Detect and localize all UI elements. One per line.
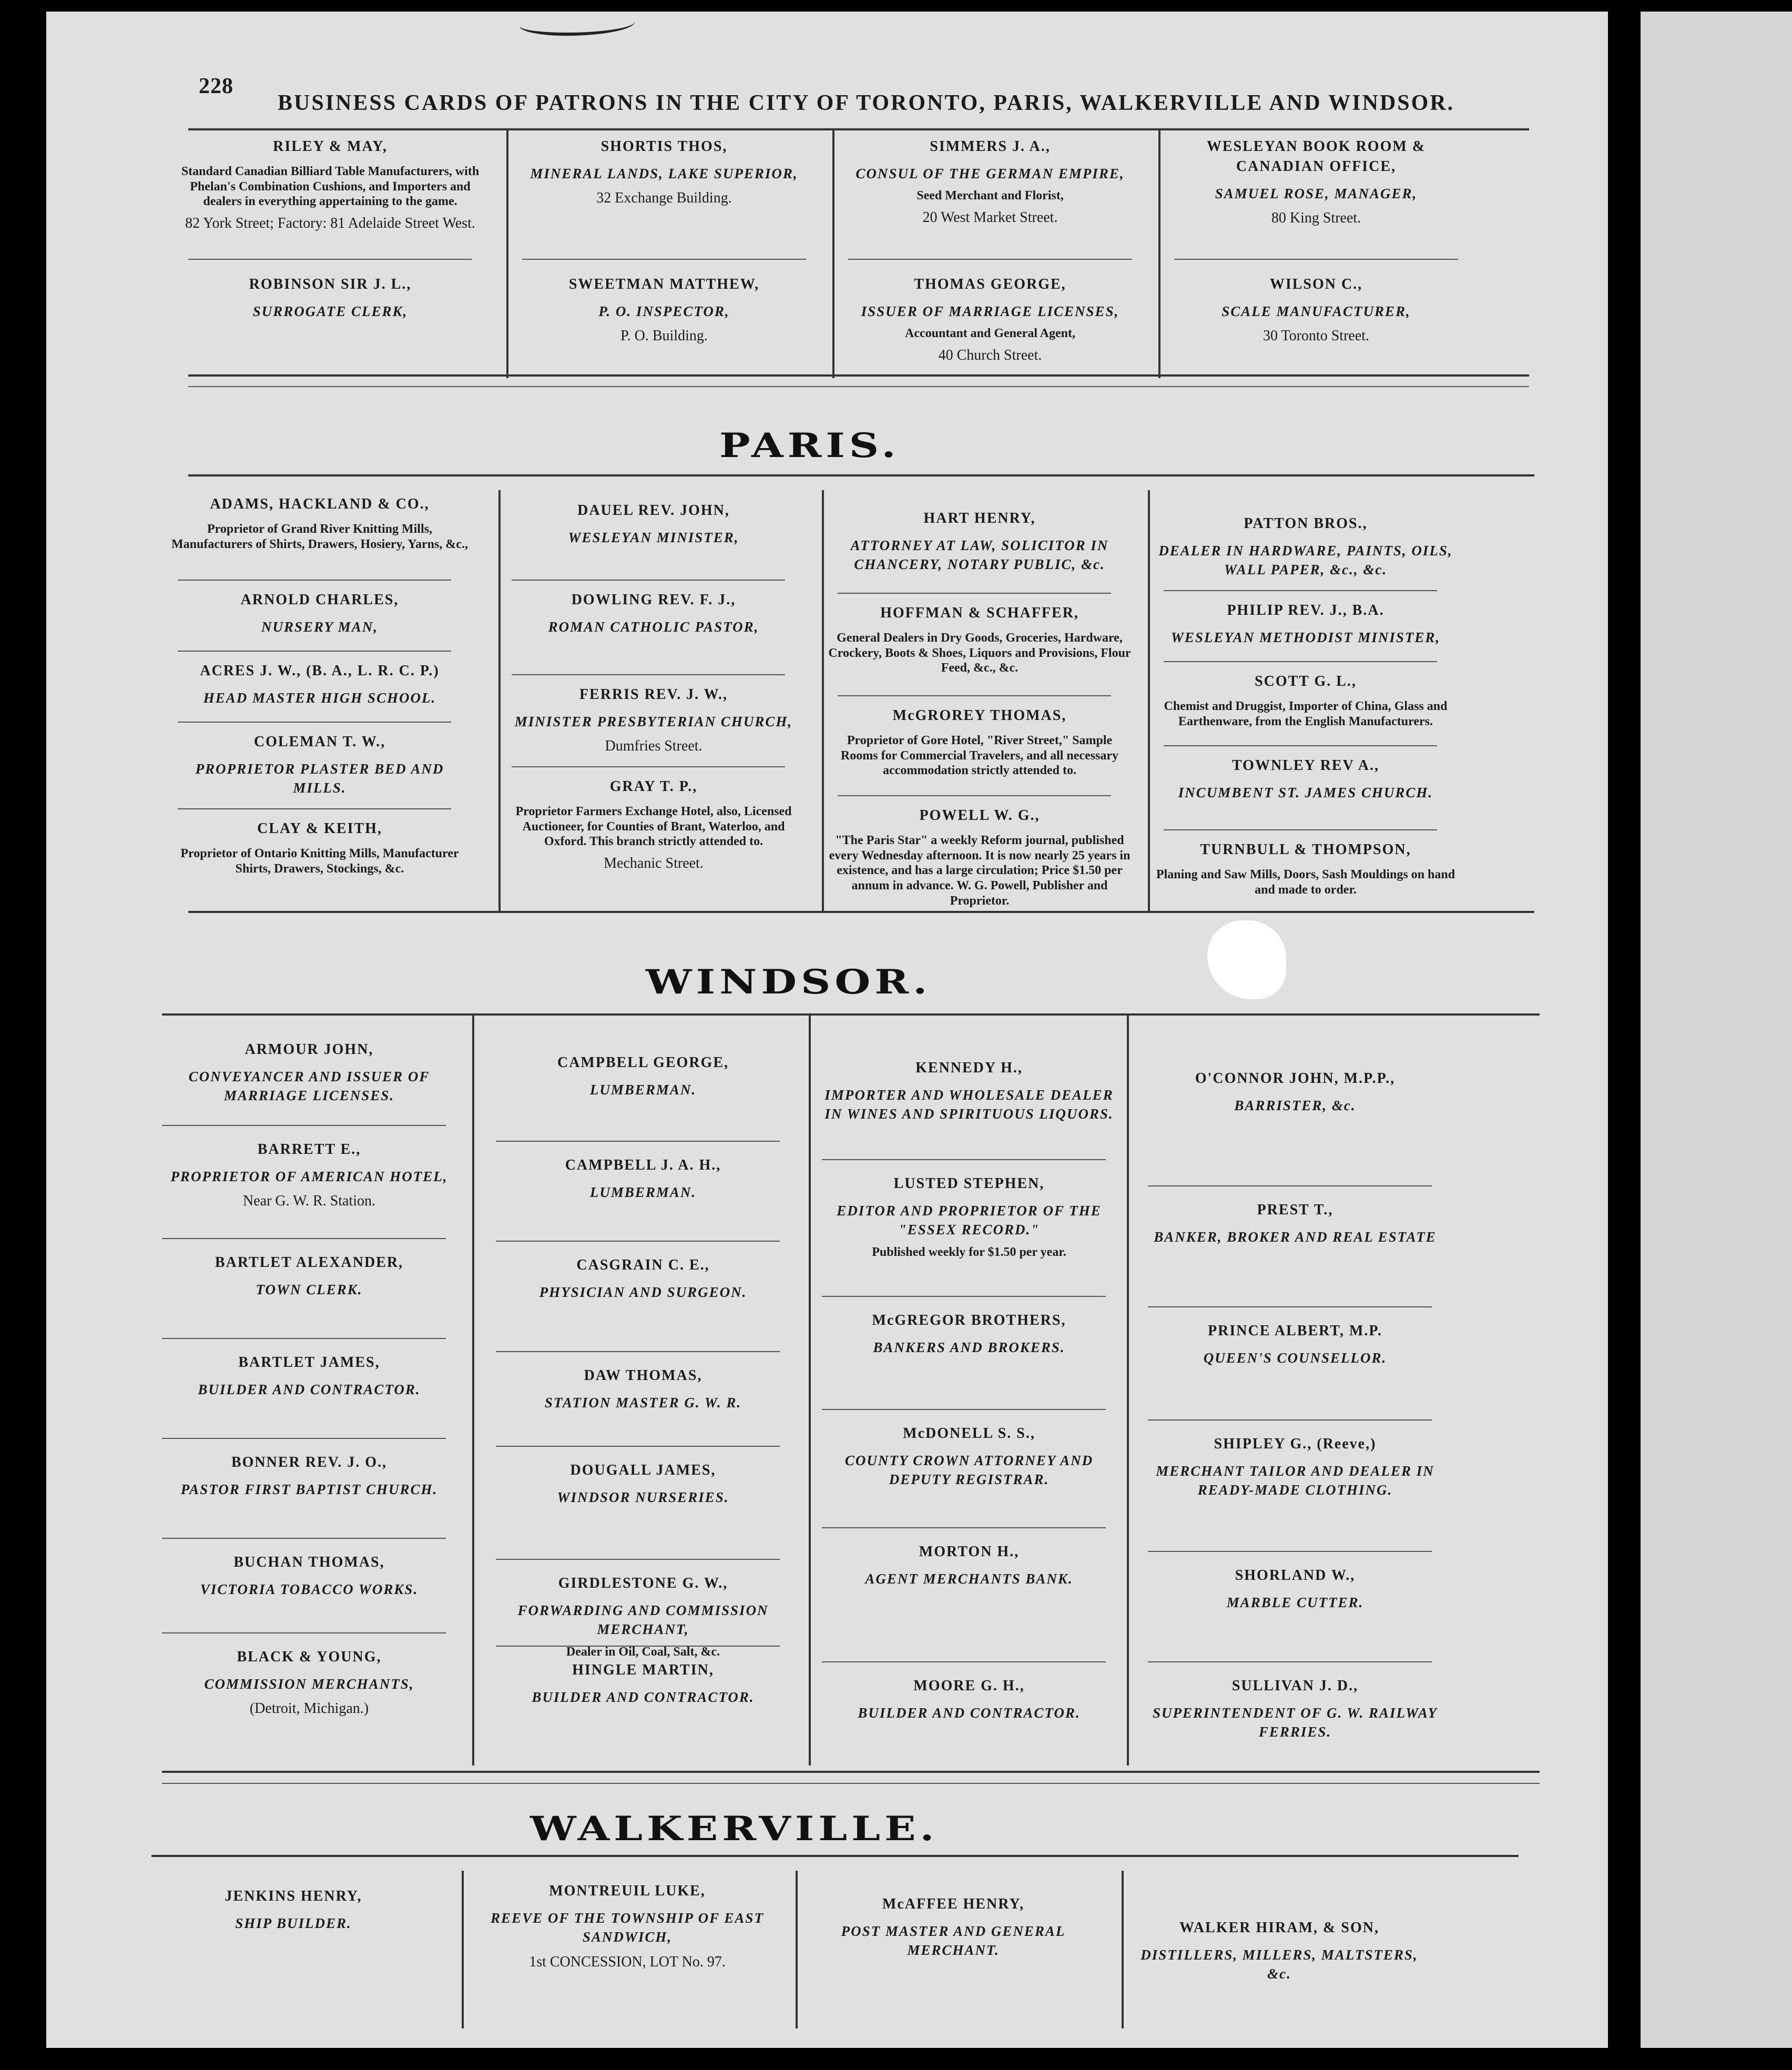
rule-line: [496, 1646, 780, 1647]
card-name: BARRETT E.,: [257, 1141, 361, 1158]
card-desc: Published weekly for $1.50 per year.: [872, 1245, 1066, 1259]
card-name: HART HENRY,: [923, 510, 1036, 526]
business-card: [817, 1058, 1122, 1129]
rule-line: [1164, 829, 1437, 830]
card-name: ARMOUR JOHN,: [245, 1041, 374, 1058]
rule-line: [1174, 259, 1458, 260]
rule-line: [162, 1013, 1540, 1016]
business-card: [1143, 1434, 1448, 1505]
card-title: STATION MASTER G. W. R.: [544, 1394, 742, 1411]
card-title: PASTOR FIRST BAPTIST CHURCH.: [180, 1481, 438, 1497]
card-desc: Proprietor of Gore Hotel, "River Street," Sample Rooms for Commercial Travelers, and all necessary accommodation strictly attended to.: [840, 733, 1119, 778]
card-desc: Seed Merchant and Florist,: [917, 189, 1064, 203]
business-card: [827, 603, 1132, 680]
paris-heading: PARIS.: [719, 426, 900, 465]
card-name: DAUEL REV. JOHN,: [577, 502, 730, 519]
business-card: [1153, 756, 1458, 807]
card-name: McDONELL S. S.,: [903, 1425, 1035, 1442]
card-title: POST MASTER AND GENERAL MERCHANT.: [841, 1923, 1066, 1959]
business-card: [1143, 1566, 1448, 1617]
card-name: BARTLET JAMES,: [238, 1354, 380, 1371]
rule-line: [188, 259, 472, 260]
card-name: POWELL W. G.,: [919, 807, 1040, 824]
card-title: REEVE OF THE TOWNSHIP OF EAST SANDWICH,: [491, 1910, 764, 1945]
card-name: PREST T.,: [1257, 1202, 1333, 1218]
card-name: THOMAS GEORGE,: [914, 276, 1066, 292]
business-card: [827, 509, 1132, 580]
card-title: SCALE MANUFACTURER,: [1221, 303, 1411, 319]
card-title: SAMUEL ROSE, MANAGER,: [1215, 185, 1418, 201]
card-desc: Proprietor of Ontario Knitting Mills, Manufacturer Shirts, Drawers, Stockings, &c.: [180, 846, 459, 876]
card-name: DOWLING REV. F. J.,: [571, 592, 736, 608]
card-title: WESLEYAN METHODIST MINISTER,: [1170, 629, 1441, 645]
card-name: TURNBULL & THOMPSON,: [1200, 841, 1411, 858]
rule-line: [838, 695, 1111, 696]
rule-line: [188, 128, 1529, 130]
card-addr: 30 Toronto Street.: [1262, 328, 1370, 344]
windsor-heading: WINDSOR.: [646, 962, 932, 1002]
business-card: [801, 1894, 1106, 1965]
business-card: [491, 1366, 796, 1417]
rule-line: [512, 674, 785, 675]
card-title: ATTORNEY AT LAW, SOLICITOR IN CHANCERY, NOTARY PUBLIC, &c.: [850, 537, 1109, 573]
column-divider: [796, 1871, 798, 2028]
rule-line: [162, 1438, 446, 1439]
card-title: PHYSICIAN AND SURGEON.: [539, 1284, 747, 1300]
card-name: CAMPBELL J. A. H.,: [565, 1157, 721, 1173]
business-card: [491, 1574, 796, 1663]
card-name: HOFFMAN & SCHAFFER,: [880, 605, 1079, 621]
rule-line: [178, 580, 451, 581]
card-title: COMMISSION MERCHANTS,: [204, 1676, 414, 1692]
rule-line: [822, 1159, 1106, 1160]
business-card: [817, 1676, 1122, 1728]
rule-line: [1148, 1661, 1432, 1662]
card-title: MINISTER PRESBYTERIAN CHURCH,: [514, 713, 793, 729]
column-divider: [822, 490, 824, 911]
card-addr: 1st CONCESSION, LOT No. 97.: [529, 1953, 726, 1970]
business-card: [838, 137, 1143, 228]
business-card: [167, 590, 472, 642]
card-name: O'CONNOR JOHN, M.P.P.,: [1195, 1070, 1396, 1087]
rule-line: [848, 259, 1132, 260]
card-addr: 82 York Street; Factory: 81 Adelaide Street West.: [185, 215, 475, 232]
card-title: FORWARDING AND COMMISSION MERCHANT,: [517, 1602, 769, 1638]
card-desc: Proprietor of Grand River Knitting Mills, Manufacturers of Shirts, Drawers, Hosiery, Yarns, &c.,: [171, 522, 468, 551]
card-addr: Mechanic Street.: [604, 855, 704, 872]
card-name: BONNER REV. J. O.,: [231, 1454, 388, 1470]
business-card: [491, 1155, 796, 1207]
card-title: INCUMBENT ST. JAMES CHURCH.: [1178, 784, 1433, 800]
card-addr: (Detroit, Michigan.): [249, 1700, 369, 1717]
rule-line: [178, 722, 451, 723]
column-divider: [832, 128, 834, 378]
card-name: PHILIP REV. J., B.A.: [1227, 602, 1384, 618]
business-card: [1127, 1918, 1432, 1989]
card-title: MERCHANT TAILOR AND DEALER IN READY-MADE CLOTHING.: [1156, 1463, 1434, 1498]
rule-line: [188, 386, 1529, 387]
business-card: [157, 1552, 462, 1604]
business-card: [167, 732, 472, 803]
card-title: BANKER, BROKER AND REAL ESTATE: [1154, 1229, 1437, 1245]
card-name: ADAMS, HACKLAND & CO.,: [210, 496, 430, 512]
card-title: BUILDER AND CONTRACTOR.: [532, 1689, 755, 1705]
card-name: McGREGOR BROTHERS,: [872, 1312, 1066, 1328]
column-divider: [506, 128, 508, 378]
business-card: [157, 1353, 462, 1404]
card-name: BARTLET ALEXANDER,: [215, 1254, 404, 1271]
card-title: LUMBERMAN.: [589, 1081, 697, 1098]
card-name: MOORE G. H.,: [913, 1678, 1025, 1694]
scanned-page: [46, 12, 1608, 2048]
business-card: [827, 806, 1132, 913]
rule-line: [1164, 745, 1437, 746]
card-desc: Dealer in Oil, Coal, Salt, &c.: [566, 1645, 720, 1659]
card-addr: 40 Church Street.: [938, 347, 1042, 364]
business-card: [1153, 601, 1458, 652]
column-divider: [1158, 128, 1160, 378]
business-card: [1143, 1200, 1448, 1252]
card-title: DEALER IN HARDWARE, PAINTS, OILS, WALL PAPER, &c., &c.: [1158, 542, 1453, 578]
business-card: [1153, 514, 1458, 585]
business-card: [501, 777, 806, 874]
card-name: BUCHAN THOMAS,: [233, 1554, 385, 1570]
card-name: MORTON H.,: [919, 1544, 1020, 1560]
business-card: [167, 494, 472, 556]
card-name: PRINCE ALBERT, M.P.: [1208, 1323, 1382, 1339]
rule-line: [496, 1241, 780, 1242]
card-title: COUNTY CROWN ATTORNEY AND DEPUTY REGISTRAR.: [844, 1452, 1094, 1488]
column-divider: [472, 1013, 474, 1765]
business-card: [827, 706, 1132, 783]
card-name: GRAY T. P.,: [609, 778, 698, 795]
business-card: [1143, 1676, 1448, 1747]
card-name: JENKINS HENRY,: [225, 1888, 362, 1904]
card-title: TOWN CLERK.: [256, 1281, 363, 1297]
rule-line: [512, 766, 785, 767]
card-name: ACRES J. W., (B. A., L. R. C. P.): [200, 663, 440, 679]
rule-line: [496, 1141, 780, 1142]
business-card: [157, 1453, 462, 1504]
business-card: [491, 1255, 796, 1307]
rule-line: [1164, 661, 1437, 662]
rule-line: [162, 1783, 1540, 1784]
card-desc: Planing and Saw Mills, Doors, Sash Mouldings on hand and made to order.: [1156, 867, 1455, 897]
card-title: SUPERINTENDENT OF G. W. RAILWAY FERRIES.: [1152, 1704, 1438, 1740]
rule-line: [162, 1125, 446, 1126]
card-name: SWEETMAN MATTHEW,: [568, 276, 760, 292]
card-name: SHIPLEY G., (Reeve,): [1214, 1436, 1377, 1452]
rule-line: [162, 1338, 446, 1339]
business-card: [157, 1140, 462, 1211]
business-card: [167, 819, 472, 880]
rule-line: [1148, 1551, 1432, 1552]
card-addr: Near G. W. R. Station.: [243, 1193, 375, 1210]
card-title: CONSUL OF THE GERMAN EMPIRE,: [856, 165, 1125, 181]
card-title: AGENT MERCHANTS BANK.: [865, 1570, 1073, 1587]
card-name: SHORTIS THOS,: [600, 138, 728, 155]
rule-line: [188, 374, 1529, 377]
rule-line: [522, 259, 806, 260]
card-name: FERRIS REV. J. W.,: [579, 686, 728, 703]
card-name: MONTREUIL LUKE,: [549, 1883, 706, 1899]
business-card: [167, 661, 472, 713]
rule-line: [188, 474, 1534, 476]
card-title: EDITOR AND PROPRIETOR OF THE "ESSEX RECORD.": [837, 1202, 1102, 1238]
card-addr: 20 West Market Street.: [922, 209, 1058, 226]
card-title: PROPRIETOR PLASTER BED AND MILLS.: [195, 760, 444, 796]
rule-line: [1164, 590, 1437, 591]
rule-line: [822, 1527, 1106, 1528]
card-name: DOUGALL JAMES,: [570, 1462, 716, 1478]
business-card: [1143, 1321, 1448, 1373]
card-title: DISTILLERS, MILLERS, MALTSTERS, &c.: [1141, 1946, 1418, 1982]
column-divider: [498, 490, 501, 911]
card-name: CAMPBELL GEORGE,: [557, 1054, 729, 1071]
ink-mark: [520, 12, 635, 36]
rule-line: [838, 593, 1111, 594]
business-card: [838, 275, 1143, 366]
business-card: [491, 1660, 796, 1712]
rule-line: [162, 1632, 446, 1633]
card-name: CLAY & KEITH,: [257, 820, 382, 837]
card-name: TOWNLEY REV A.,: [1232, 757, 1379, 774]
card-title: P. O. INSPECTOR,: [598, 303, 730, 319]
business-card: [157, 1040, 462, 1111]
card-name: COLEMAN T. W.,: [253, 734, 386, 750]
card-title: BARRISTER, &c.: [1234, 1097, 1356, 1113]
column-divider: [462, 1871, 464, 2028]
card-name: BLACK & YOUNG,: [237, 1649, 382, 1665]
business-card: [491, 1053, 796, 1104]
rule-line: [1148, 1185, 1432, 1186]
card-name: McGROREY THOMAS,: [892, 707, 1067, 724]
card-title: SHIP BUILDER.: [235, 1915, 352, 1931]
rule-line: [496, 1559, 780, 1560]
card-name: GIRDLESTONE G. W.,: [558, 1575, 728, 1591]
card-name: SHORLAND W.,: [1235, 1567, 1356, 1584]
business-card: [157, 1647, 462, 1719]
card-name: WILSON C.,: [1269, 276, 1363, 292]
card-title: BUILDER AND CONTRACTOR.: [858, 1704, 1081, 1721]
card-desc: Chemist and Druggist, Importer of China, Glass and Earthenware, from the English Manufacturers.: [1164, 699, 1448, 728]
business-card: [512, 275, 817, 346]
card-name: LUSTED STEPHEN,: [893, 1175, 1045, 1192]
business-card: [817, 1424, 1122, 1495]
rule-line: [162, 1238, 446, 1239]
business-card: [1164, 275, 1469, 346]
card-title: WINDSOR NURSERIES.: [557, 1489, 729, 1505]
adjacent-page-edge: [1641, 12, 1792, 2048]
card-title: NURSERY MAN,: [261, 618, 379, 635]
card-title: CONVEYANCER AND ISSUER OF MARRIAGE LICENSES.: [188, 1068, 430, 1104]
rule-line: [162, 1538, 446, 1539]
card-desc: General Dealers in Dry Goods, Groceries, Hardware, Crockery, Boots & Shoes, Liquors and Provisions, Flour Feed, &c., &c.: [828, 631, 1131, 675]
card-addr: P. O. Building.: [620, 328, 708, 344]
business-card: [1153, 672, 1458, 733]
business-card: [817, 1174, 1122, 1264]
column-divider: [1127, 1013, 1129, 1765]
card-name: CASGRAIN C. E.,: [576, 1257, 710, 1273]
rule-line: [151, 1855, 1519, 1857]
card-name: WALKER HIRAM, & SON,: [1179, 1920, 1379, 1936]
card-title: BANKERS AND BROKERS.: [873, 1339, 1065, 1355]
business-card: [157, 1253, 462, 1304]
card-name: SIMMERS J. A.,: [930, 138, 1051, 155]
business-card: [141, 1886, 446, 1938]
card-desc: Standard Canadian Billiard Table Manufacturers, with Phelan's Combination Cushions, and Importers and dealers in everything appertaining to the game.: [181, 164, 480, 209]
card-title: PROPRIETOR OF AMERICAN HOTEL,: [170, 1168, 448, 1184]
business-card: [501, 590, 806, 642]
rule-line: [188, 911, 1534, 913]
business-card: [817, 1542, 1122, 1594]
card-name: McAFFEE HENRY,: [882, 1896, 1025, 1912]
card-title: VICTORIA TOBACCO WORKS.: [200, 1581, 419, 1597]
business-card: [501, 685, 806, 756]
card-title: HEAD MASTER HIGH SCHOOL.: [203, 689, 436, 706]
page-number: 228: [199, 74, 233, 98]
business-card: [501, 501, 806, 552]
rule-line: [822, 1409, 1106, 1410]
rule-line: [822, 1296, 1106, 1297]
rule-line: [1148, 1419, 1432, 1420]
rule-line: [1148, 1306, 1432, 1307]
business-card: [1153, 840, 1458, 901]
card-title: SURROGATE CLERK,: [252, 303, 408, 319]
card-name: SCOTT G. L.,: [1255, 673, 1357, 689]
card-title: MARBLE CUTTER.: [1226, 1594, 1364, 1610]
card-title: IMPORTER AND WHOLESALE DEALER IN WINES AND SPIRITUOUS LIQUORS.: [824, 1087, 1114, 1122]
paper-blot: [1207, 920, 1286, 999]
column-divider: [809, 1013, 811, 1765]
card-title: WESLEYAN MINISTER,: [568, 529, 739, 545]
business-card: [475, 1881, 780, 1972]
walkerville-heading: WALKERVILLE.: [530, 1809, 939, 1849]
business-card: [178, 137, 483, 234]
card-desc: Accountant and General Agent,: [905, 327, 1075, 341]
card-name: SULLIVAN J. D.,: [1231, 1678, 1359, 1694]
rule-line: [496, 1351, 780, 1352]
card-desc: "The Paris Star" a weekly Reform journal, published every Wednesday afternoon. It is now nearly 25 years in existence, and has a large circulation; Price $1.50 per annum in advance. W. G. Powell, Publisher and Proprietor.: [829, 833, 1131, 908]
card-title: QUEEN'S COUNSELLOR.: [1203, 1349, 1387, 1366]
card-title: ROMAN CATHOLIC PASTOR,: [548, 618, 759, 635]
business-card: [1164, 137, 1469, 228]
card-title: BUILDER AND CONTRACTOR.: [198, 1381, 421, 1397]
card-title: MINERAL LANDS, LAKE SUPERIOR,: [530, 165, 798, 181]
card-name: ARNOLD CHARLES,: [240, 592, 399, 608]
card-title: ISSUER OF MARRIAGE LICENSES,: [861, 303, 1119, 319]
rule-line: [178, 808, 451, 809]
card-name: PATTON BROS.,: [1244, 515, 1368, 532]
business-card: [491, 1460, 796, 1512]
card-name: KENNEDY H.,: [915, 1060, 1023, 1076]
page-title: BUSINESS CARDS OF PATRONS IN THE CITY OF TORONTO, PARIS, WALKERVILLE AND WINDSOR.: [278, 91, 1455, 115]
business-card: [817, 1311, 1122, 1362]
rule-line: [838, 795, 1111, 796]
card-name: RILEY & MAY,: [273, 138, 388, 155]
card-desc: Proprietor Farmers Exchange Hotel, also, Licensed Auctioneer, for Counties of Brant, Waterloo, and Oxford. This branch strictly attended to.: [515, 804, 792, 849]
card-addr: Dumfries Street.: [605, 738, 702, 755]
business-card: [178, 275, 483, 326]
rule-line: [512, 580, 785, 581]
column-divider: [1122, 1871, 1124, 2028]
card-addr: 32 Exchange Building.: [596, 190, 732, 207]
business-card: [512, 137, 817, 208]
business-card: [1143, 1069, 1448, 1120]
card-addr: 80 King Street.: [1271, 210, 1361, 227]
card-name: DAW THOMAS,: [584, 1367, 702, 1384]
rule-line: [496, 1446, 780, 1447]
card-name: WESLEYAN BOOK ROOM & CANADIAN OFFICE,: [1206, 138, 1426, 175]
column-divider: [1148, 490, 1150, 911]
card-name: ROBINSON SIR J. L.,: [249, 276, 412, 292]
card-name: HINGLE MARTIN,: [572, 1662, 714, 1678]
rule-line: [178, 651, 451, 652]
rule-line: [822, 1661, 1106, 1662]
rule-line: [162, 1771, 1540, 1773]
card-title: LUMBERMAN.: [589, 1184, 697, 1200]
